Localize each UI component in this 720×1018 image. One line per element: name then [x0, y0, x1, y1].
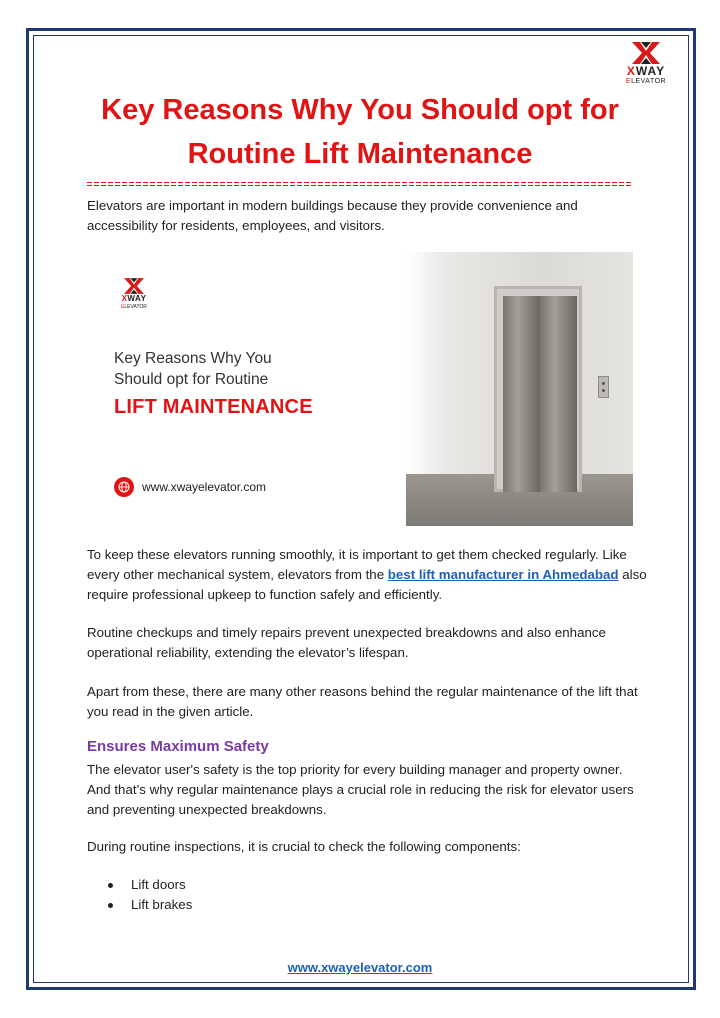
elevator-door-right [540, 296, 577, 492]
brand-logo [617, 42, 675, 90]
elevator-door-left [503, 296, 540, 492]
hero-logo-subtitle: ELEVATOR [121, 304, 147, 310]
hero-logo [114, 278, 154, 318]
manufacturer-link[interactable]: best lift manufacturer in Ahmedabad [387, 567, 619, 582]
hero-highlight: LIFT MAINTENANCE [114, 396, 313, 418]
globe-icon [114, 477, 134, 497]
list-item: Lift doors [108, 875, 192, 895]
paragraph-components-intro: During routine inspections, it is crucial to check the following components: [87, 839, 521, 854]
hero-website [114, 476, 266, 498]
intro-paragraph: Elevators are important in modern buildings because they provide convenience and accessibility for residents, employees, and visitors. [87, 198, 578, 233]
elevator-call-panel [598, 376, 609, 398]
components-list [108, 875, 192, 915]
hero-logo-wordmark: XWAY [121, 294, 147, 303]
bullet-icon [108, 883, 113, 888]
paragraph-safety: The elevator user's safety is the top priority for every building manager and property owner. And that’s why regular maintenance plays a crucial role in reducing the risk for elevator users and preventing unexpected breakdowns. [87, 762, 634, 817]
xway-logo-icon [124, 278, 144, 294]
brand-subtitle: ELEVATOR [625, 78, 667, 85]
paragraph-checkups: Routine checkups and timely repairs prevent unexpected breakdowns and also enhance operational reliability, extending the elevator’s lifespan. [87, 625, 606, 660]
paragraph-upkeep: To keep these elevators running smoothly, it is important to get them checked regularly. Like every other mechanical system, elevators from the best lift manufacturer in Ahmedabad also require professional upkeep to function safely and efficiently. [87, 547, 647, 602]
page-footer [0, 960, 720, 975]
hero-heading: Key Reasons Why You Should opt for Routine [114, 350, 272, 388]
page-title: Key Reasons Why You Should opt for Routine Lift Maintenance [101, 94, 619, 170]
section-heading-safety: Ensures Maximum Safety [87, 738, 269, 755]
paragraph-reasons: Apart from these, there are many other reasons behind the regular maintenance of the lift that you read in the given article. [87, 684, 638, 719]
bullet-icon [108, 903, 113, 908]
xway-logo-icon [632, 42, 660, 64]
hero-website-text: www.xwayelevator.com [142, 480, 267, 494]
footer-website-link[interactable]: www.xwayelevator.com [287, 960, 433, 975]
hero-banner-image [96, 252, 633, 526]
list-item: Lift brakes [108, 895, 192, 915]
brand-wordmark: XWAY [626, 64, 666, 78]
title-divider [87, 181, 631, 188]
